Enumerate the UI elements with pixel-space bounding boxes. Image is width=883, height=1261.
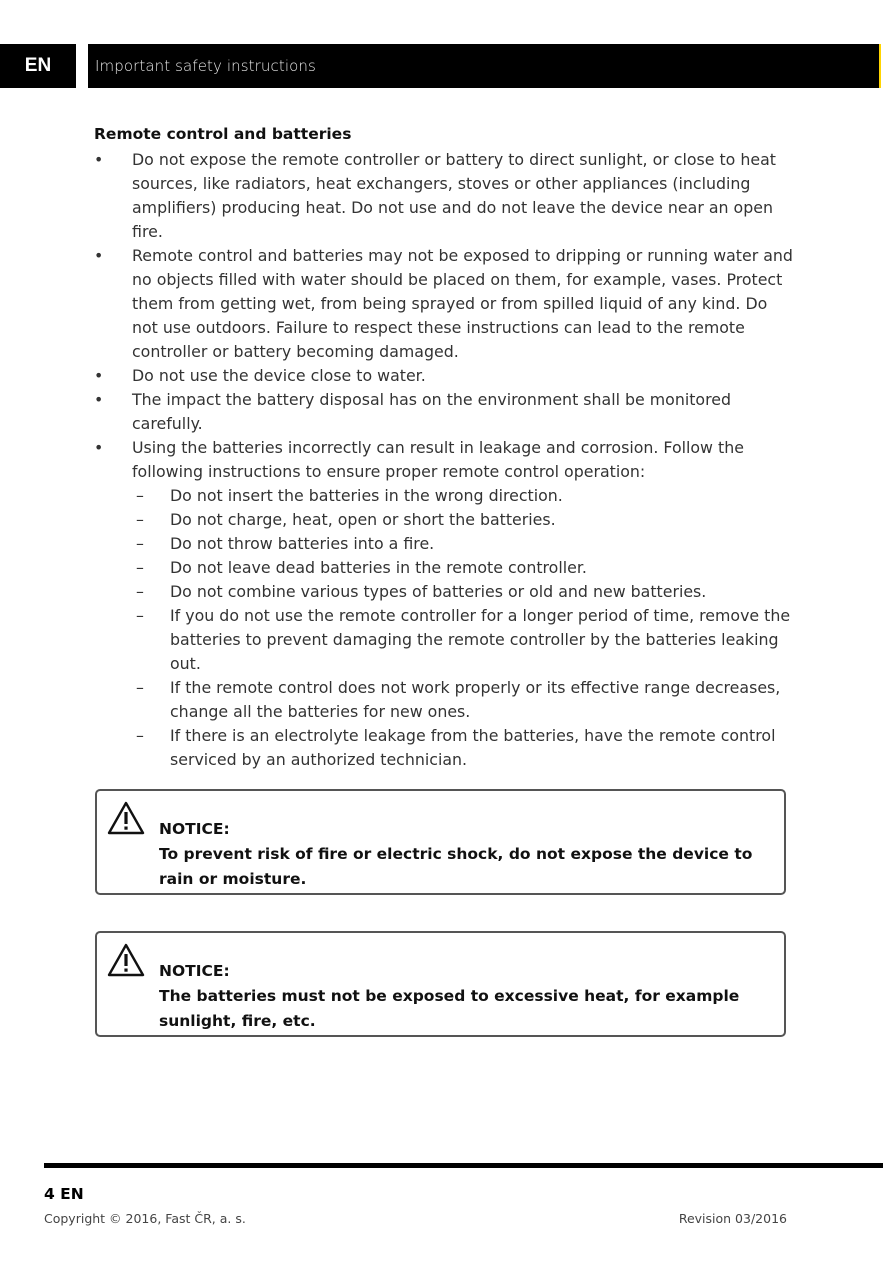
notice-box (95, 931, 786, 1037)
list-item: • Do not expose the remote controller or battery to direct sunlight, or close to heat sources, like radiators, heat exchangers, stoves or other appliances (including amplifiers) producing heat. Do not use and do not leave the device near an open fire. (94, 150, 776, 241)
warning-triangle-icon (107, 943, 145, 977)
revision-text: Revision 03/2016 (678, 1211, 787, 1226)
list-item: • The impact the battery disposal has on the environment shall be monitored carefully. (94, 390, 731, 433)
notice-label: NOTICE: (159, 962, 230, 980)
notice-message: To prevent risk of fire or electric shock, do not expose the device to rain or moisture. (159, 845, 753, 888)
sub-list-item: – If you do not use the remote controller for a longer period of time, remove the batteries to prevent damaging the remote controller by the batteries leaking out. (136, 606, 791, 673)
warning-triangle-icon (107, 801, 145, 835)
list-item: • Do not use the device close to water. (94, 366, 426, 385)
bullet-list (94, 148, 794, 772)
notice-box (95, 789, 786, 895)
list-item: • Using the batteries incorrectly can result in leakage and corrosion. Follow the following instructions to ensure proper remote control operation: – Do not insert the batteries in the wrong direction. – Do not charge, heat, open or short the batteries. – Do not throw batteries into a fire. – Do not leave dead batteries in the remote controller. – Do not combine various types of batteries or old and new batteries. – If you do not use the remote controller for a longer period of time, remove the batteries to prevent damaging the remote controller by the batteries leaking out. – If the remote control does not work properly or its effective range decreases, change all the batteries for new ones. – If there is an electrolyte leakage from the batteries, have the remote control serviced by an authorized technician. (94, 436, 794, 772)
main-content (94, 124, 794, 772)
header-title: Important safety instructions (95, 57, 316, 75)
sub-list-item: – Do not insert the batteries in the wrong direction. (136, 486, 563, 505)
sub-list-item: – Do not leave dead batteries in the remote controller. (136, 558, 587, 577)
sub-list-item: – Do not throw batteries into a fire. (136, 534, 435, 553)
sub-list (132, 484, 794, 772)
language-badge: EN (0, 44, 76, 88)
notice-text (159, 959, 770, 1034)
sub-list-item: – Do not charge, heat, open or short the batteries. (136, 510, 556, 529)
header-bar (88, 44, 881, 88)
sub-list-item: – Do not combine various types of batteries or old and new batteries. (136, 582, 707, 601)
notice-label: NOTICE: (159, 820, 230, 838)
page-number: 4 EN (44, 1185, 84, 1203)
notice-text (159, 817, 770, 892)
section-heading: Remote control and batteries (94, 125, 352, 143)
list-item: • Remote control and batteries may not be exposed to dripping or running water and no objects filled with water should be placed on them, for example, vases. Protect them from getting wet, from being sprayed or from spilled liquid of any kind. Do not use outdoors. Failure to respect these instructions can lead to the remote controller or battery becoming damaged. (94, 246, 793, 361)
footer-rule (44, 1163, 883, 1168)
notice-message: The batteries must not be exposed to excessive heat, for example sunlight, fire, etc. (159, 987, 740, 1030)
sub-list-item: – If there is an electrolyte leakage from the batteries, have the remote control serviced by an authorized technician. (136, 726, 776, 769)
copyright-text: Copyright © 2016, Fast ČR, a. s. (44, 1211, 246, 1226)
sub-list-item: – If the remote control does not work properly or its effective range decreases, change all the batteries for new ones. (136, 678, 781, 721)
